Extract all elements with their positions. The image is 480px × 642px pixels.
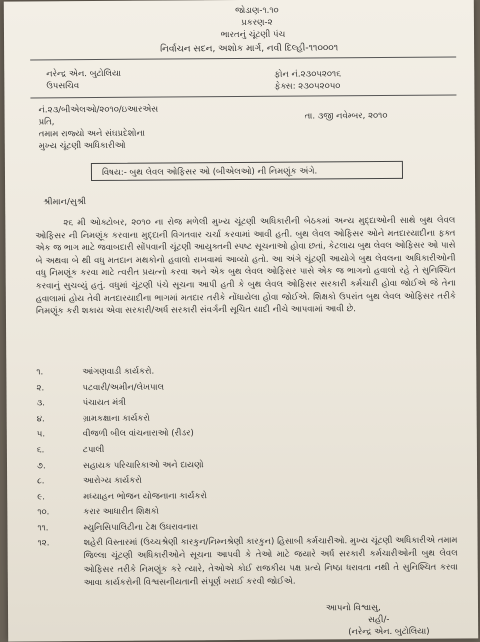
chapter-label: પ્રકરણ-૨: [241, 17, 273, 28]
body-paragraph: ૨૬ મી ઓક્ટોબર, ૨૦૧૦ ના રોજ મળેલી મુખ્ય ચૂંટણી અધિકારીની બેઠકમાં અન્ય મુદ્દાઓની સાથે બુથ લેવલ ઓફિસર ની નિમણૂંક કરવાના મુદ્દાની વિગતવાર ચર્ચા કરવામાં આવી હતી. બુથ લેવલ ઓફિસર ઓને મતદારયાદીના ફક્ત એક જ ભાગ માટે જવાબદારી સોંપવાની ચૂંટણી આયુક્તની સ્પષ્ટ સૂચનાઓ હોવા છતાં, કેટલાય બુથ લેવલ ઓફિસર ઓ પાસે બે અથવા બે થી વધુ મતદાન મથકોનો હવાલો રાખવામાં આવ્યો હતો. આ અંગે ચૂંટણી આયોગે બુથ લેવલના અધિકારીઓની વધુ નિમણૂંક કરવા માટે ત્વરીત પ્રયત્નો કરવા અને એક બુથ લેવલ ઓફિસર પાસે એક જ ભાગનો હવાલો રહે તે સુનિશ્ચિત કરવાનું સુચવ્યું હતું. વધુમાં ચૂંટણી પંચે સૂચના આપી હતી કે બુથ લેવલ ઓફિસર સરકારી કર્મચારી હોવા જોઈએ જે તેના હવાલામાં હોય તેવી મતદારયાદીના ભાગમાં મતદાર તરીકે નોંધાયેલા હોવા જોઈએ. શિક્ષકો ઉપરાંત બુથ લેવલ ઓફિસર તરીકે નિમણૂંક કરી શકાય એવા સરકારી/અર્ધ સરકારી સંવર્ગની સૂચિત યાદી નીચે આપવામાં આવી છે.: [35, 215, 456, 317]
salutation: શ્રીમાન/સુશ્રી: [43, 197, 87, 208]
subject-box: વિષય:- બુથ લેવલ ઓફિસર ઓ (બીએલઓ) ની નિમણૂંક અંગે.: [91, 161, 403, 181]
signatory-name: (નરેન્દ્ર એન. બુટોલિયા): [348, 626, 430, 638]
list-item: ૨. પટવારી/અમીન/લેખપાલ: [36, 382, 165, 394]
list-item: ૧. આંગણવાડી કાર્યકરો.: [36, 366, 155, 378]
list-item: ૫. વીજળી બીલ વાંચનારાઓ (રીડર): [36, 428, 194, 440]
signature-mark: સહી/-: [368, 614, 390, 626]
reference-number: નં.૨૩/બીએલઓ/૨૦૧૦/ઇઆરએસ: [38, 104, 159, 116]
list-item: ૯. મધ્યાહન ભોજન યોજનાના કાર્યકરો: [37, 490, 207, 503]
closing-line: આપનો વિશ્વાસુ,: [325, 603, 381, 614]
list-item: ૪. ગ્રામકક્ષાના કાર્યકરો: [36, 413, 150, 425]
sender-phone: ફોન નં.૨૩૦૫૨૦૧૬: [274, 69, 341, 80]
sender-fax: ફેક્સ: ૨૩૦૫૨૦૫૦: [274, 81, 341, 92]
sender-name: નરેન્દ્ર એન. બુટોલિયા: [46, 68, 122, 80]
header-divider: [30, 56, 456, 60]
issuer-address: નિર્વાચન સદન, અશોક માર્ગ, નવી દિલ્હી-૧૧૦૦૦૧: [160, 43, 339, 55]
list-item: ૭. સહાયક પરિચારિકાઓ અને દાયણો: [36, 459, 204, 471]
issuer-name: ભારતનું ચૂંટણી પંચ: [220, 29, 286, 41]
recipient-line-1: તમામ રાજ્યો અને સંઘપ્રદેશોના: [38, 128, 145, 140]
list-item: ૧૨. શહેરી વિસ્તારમાં (ઉચ્ચશ્રેણી કારકુન/નિમ્નશ્રેણી કારકુન) હિસાબી કર્મચારીઓ. મુખ્ય ચૂંટણી અધિકારીએ તમામ જિલ્લા ચૂંટણી અધિકારીઓને સૂચના આપવી કે તેઓ માટે જયારે અર્ધ સરકારી કર્મચારીઓની બુથ લેવલ ઓફિસર તરીકે નિમણૂંક કરે ત્યારે, તેઓએ કોઈ રાજકીય પક્ષ પ્રત્યે નિષ્ઠા ધરાવતા નથી તે સુનિશ્ચિત કરવા આવા કાર્યકરોની વિશ્વસનીયતાની સંપૂર્ણ ખરાઈ કરવી જોઈએ.: [37, 535, 458, 589]
letter-page: [4, 0, 478, 642]
annexure-label: જોડાણ-૧.૧૦: [235, 5, 279, 17]
list-item: ૧૧. મ્યુનિસિપાલિટીના ટેક્ષ ઉઘરાવનારા: [37, 522, 199, 534]
to-label: પ્રતિ,: [38, 117, 55, 128]
sender-title: ઉપસચિવ: [46, 81, 80, 92]
list-item: ૧૦. કરાર આધારીત શિક્ષકો: [37, 506, 159, 518]
letter-date: તા. ૩જી નવેમ્બર, ૨૦૧૦: [304, 110, 388, 122]
list-item: ૮. આરોગ્ય કાર્યકરો: [37, 475, 142, 487]
list-item: ૬. ટપાલી: [36, 444, 105, 456]
sender-divider: [30, 94, 456, 98]
recipient-line-2: મુખ્ય ચૂંટણી અધિકારીઓ: [38, 140, 126, 152]
list-item: ૩. પંચાયત મંત્રી: [36, 397, 126, 409]
cadre-list: [36, 362, 458, 590]
